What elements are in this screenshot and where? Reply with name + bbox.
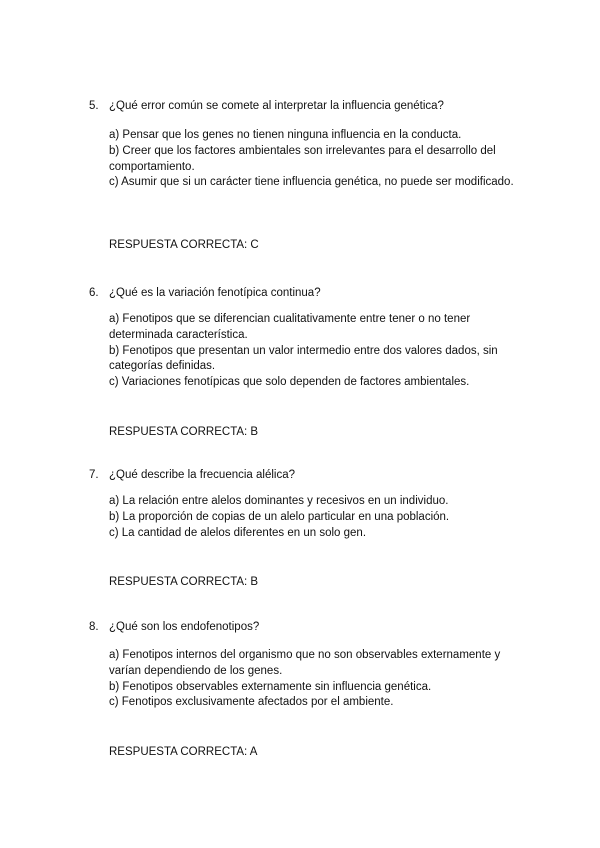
- option-c: c) Asumir que si un carácter tiene influencia genética, no puede ser modificado.: [109, 176, 514, 189]
- option-b: b) Fenotipos observables externamente sin influencia genética.: [109, 680, 432, 693]
- question-heading: [89, 620, 259, 635]
- question-text: ¿Qué describe la frecuencia alélica?: [109, 469, 296, 481]
- option-a: a) Fenotipos internos del organismo que no son observables externamente y varían dependiendo de los genes.: [109, 649, 501, 677]
- option-c: c) La cantidad de alelos diferentes en un solo gen.: [109, 526, 367, 539]
- option-a: a) La relación entre alelos dominantes y recesivos en un individuo.: [109, 495, 449, 507]
- correct-answer: RESPUESTA CORRECTA: A: [109, 746, 258, 758]
- question-number: 6.: [89, 287, 99, 299]
- question-text: ¿Qué son los endofenotipos?: [109, 621, 260, 633]
- option-b: b) Creer que los factores ambientales son irrelevantes para el desarrollo del comportamiento.: [109, 144, 496, 173]
- question-text: ¿Qué error común se comete al interpretar la influencia genética?: [109, 100, 444, 112]
- options-list: [109, 494, 529, 541]
- options-list: [109, 312, 529, 391]
- options-list: [109, 648, 529, 711]
- correct-answer: RESPUESTA CORRECTA: B: [109, 426, 259, 438]
- question-heading: [89, 468, 295, 483]
- option-a: a) Fenotipos que se diferencian cualitativamente entre tener o no tener determinada característica.: [109, 313, 471, 341]
- correct-answer: RESPUESTA CORRECTA: C: [109, 239, 259, 251]
- question-heading: [89, 286, 321, 301]
- options-list: [109, 128, 529, 191]
- option-b: b) La proporción de copias de un alelo particular en una población.: [109, 510, 450, 523]
- option-a: a) Pensar que los genes no tienen ninguna influencia en la conducta.: [109, 129, 462, 141]
- correct-answer: RESPUESTA CORRECTA: B: [109, 576, 259, 588]
- option-c: c) Variaciones fenotípicas que solo dependen de factores ambientales.: [109, 376, 470, 389]
- option-b: b) Fenotipos que presentan un valor intermedio entre dos valores dados, sin categorías definidas.: [109, 344, 498, 373]
- question-number: 7.: [89, 469, 99, 481]
- option-c: c) Fenotipos exclusivamente afectados por el ambiente.: [109, 696, 394, 709]
- question-heading: [89, 99, 444, 114]
- question-number: 5.: [89, 100, 99, 112]
- question-number: 8.: [89, 621, 99, 633]
- question-text: ¿Qué es la variación fenotípica continua?: [109, 287, 321, 299]
